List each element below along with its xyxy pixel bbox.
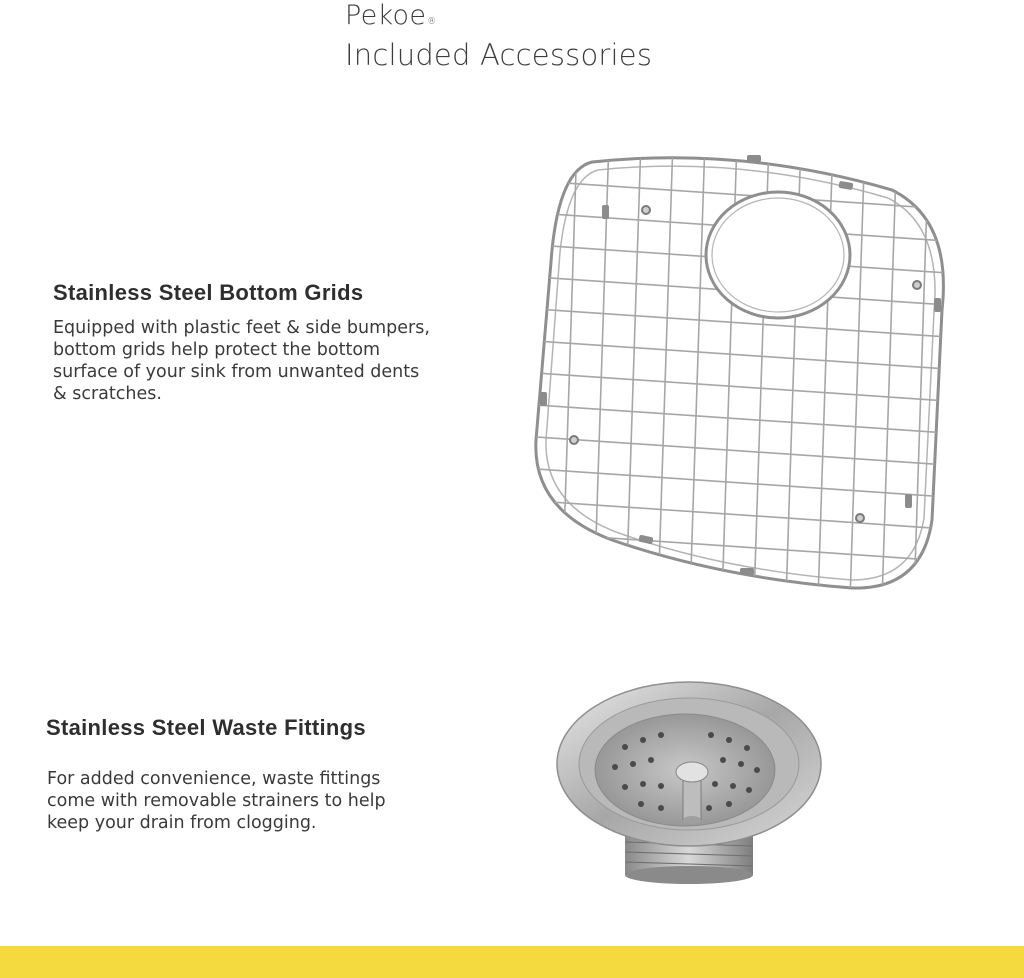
- grid-wire-frame: [522, 140, 962, 600]
- bottom-grids-title: Stainless Steel Bottom Grids: [53, 280, 364, 305]
- footer-accent-bar: [0, 946, 1024, 978]
- description-line: surface of your sink from unwanted dents: [53, 362, 420, 382]
- bottom-grid-image: [522, 140, 962, 600]
- drain-opening: [706, 192, 850, 318]
- bottom-grids-description: [53, 317, 513, 405]
- waste-fitting-image: [555, 672, 825, 887]
- waste-fittings-title: Stainless Steel Waste Fittings: [46, 715, 366, 740]
- page-subtitle: Included Accessories: [345, 38, 653, 72]
- waste-fittings-description: [47, 768, 487, 834]
- brand-text: Pekoe: [345, 0, 427, 31]
- description-line: Equipped with plastic feet & side bumpers,: [53, 318, 430, 338]
- description-line: bottom grids help protect the bottom: [53, 340, 381, 360]
- brand-name: [345, 0, 437, 32]
- description-line: keep your drain from clogging.: [47, 813, 317, 833]
- registered-mark: ®: [427, 17, 437, 27]
- description-line: come with removable strainers to help: [47, 791, 386, 811]
- description-line: & scratches.: [53, 384, 162, 404]
- description-line: For added convenience, waste fittings: [47, 769, 381, 789]
